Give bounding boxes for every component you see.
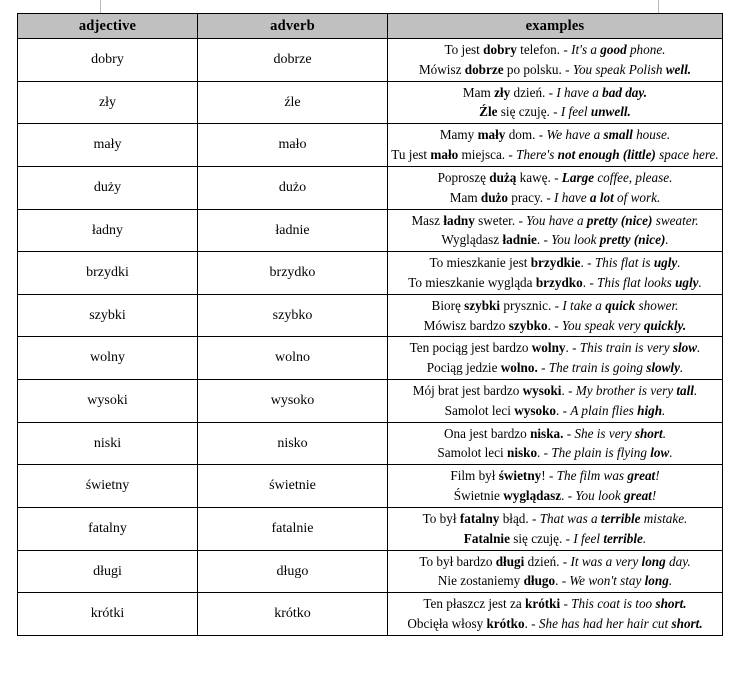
sep: - — [543, 189, 555, 205]
pl_post: telefon. — [516, 42, 561, 57]
cell-examples — [388, 252, 723, 295]
en_post: ! — [651, 488, 657, 504]
pl_pre: Ten płaszcz jest za — [423, 596, 525, 612]
en_pre: My brother is very — [575, 383, 677, 398]
cell-examples — [388, 337, 723, 380]
example-sentence — [388, 530, 722, 548]
pl_pre: Pociąg jedzie — [426, 360, 501, 376]
pl_pre: Tu jest — [391, 147, 431, 163]
pl_bold: krótki — [525, 596, 561, 612]
en_bold: a lot — [589, 189, 614, 205]
pl_pre: Mam — [462, 84, 495, 100]
sep: - — [535, 127, 547, 143]
example-sentence — [388, 402, 722, 420]
en_bold: slow — [672, 340, 698, 356]
pl_post: . — [547, 317, 551, 333]
en_post: shower. — [635, 297, 679, 313]
pl_pre: To jest — [444, 42, 484, 57]
example-sentence — [388, 444, 722, 462]
en_bold: pretty (nice) — [586, 212, 653, 228]
pl_bold: brzydko — [535, 274, 583, 290]
pl_pre: Samolot leci — [437, 445, 507, 461]
cell-examples — [388, 593, 723, 636]
table-row — [18, 39, 723, 82]
en_bold: bad day. — [602, 84, 648, 100]
column-header-adverb: adverb — [198, 14, 388, 39]
page-guide-left — [100, 0, 101, 13]
example-sentence — [388, 231, 722, 249]
en_pre: That was a — [539, 510, 601, 526]
en_bold: Large — [561, 169, 595, 185]
example-sentence — [388, 487, 722, 505]
pl_bold: dobrze — [464, 61, 504, 77]
en_post: . — [693, 383, 698, 398]
cell-adverb: dobrze — [198, 39, 388, 82]
cell-adverb: ładnie — [198, 209, 388, 252]
pl_bold: wysoko — [514, 402, 557, 418]
pl_pre: Mówisz — [418, 61, 465, 77]
pl_pre: Obcięła włosy — [407, 615, 487, 631]
sep: - — [564, 488, 576, 504]
en_post: . — [679, 360, 684, 376]
table-header — [18, 14, 723, 39]
cell-examples — [388, 550, 723, 593]
example-sentence — [388, 595, 722, 613]
cell-adverb: brzydko — [198, 252, 388, 295]
example-sentence — [388, 382, 722, 400]
sep: - — [568, 340, 580, 356]
example-sentence — [388, 61, 722, 79]
cell-examples — [388, 166, 723, 209]
cell-adjective: ładny — [18, 209, 198, 252]
pl_bold: wyglądasz — [503, 488, 562, 504]
pl_bold: ładny — [443, 212, 475, 228]
sep: - — [559, 553, 571, 569]
en_pre: She has had her hair cut — [538, 615, 672, 631]
en_post: . — [668, 573, 673, 589]
pl_bold: wysoki — [522, 383, 562, 398]
page-guide-right — [658, 0, 659, 13]
pl_bold: długi — [495, 553, 525, 569]
example-sentence — [388, 553, 722, 571]
cell-examples — [388, 124, 723, 167]
pl_bold: świetny — [498, 468, 542, 484]
sep: - — [551, 297, 563, 313]
sep: - — [583, 255, 595, 271]
en_pre: You look — [551, 232, 600, 248]
pl_post: dom. — [505, 127, 536, 143]
pl_bold: dużo — [480, 189, 508, 205]
pl_post: . — [536, 232, 541, 248]
pl_bold: dobry — [483, 42, 517, 57]
en_post: sweater. — [652, 212, 699, 228]
en_pre: The train is going — [548, 360, 647, 376]
sep: - — [550, 317, 562, 333]
cell-adverb: długo — [198, 550, 388, 593]
pl_bold: niska. — [530, 425, 564, 441]
en_bold: long — [641, 553, 666, 569]
table-row — [18, 209, 723, 252]
sep: - — [558, 573, 570, 589]
sep: - — [550, 169, 562, 185]
pl_post: . — [556, 402, 560, 418]
en_bold: terrible — [600, 510, 641, 526]
pl_bold: krótko — [486, 615, 525, 631]
table-row — [18, 422, 723, 465]
pl_pre: To był bardzo — [419, 553, 496, 569]
en_pre: It was a very — [570, 553, 642, 569]
pl_post: się czuję. — [509, 530, 563, 546]
cell-adjective: świetny — [18, 465, 198, 508]
pl_bold: brzydkie — [530, 255, 581, 271]
cell-adjective: fatalny — [18, 507, 198, 550]
en_bold: unwell. — [590, 104, 631, 120]
pl_bold: fatalny — [459, 510, 500, 526]
en_pre: We won't stay — [569, 573, 645, 589]
example-sentence — [388, 41, 722, 59]
en_post: . — [677, 255, 681, 271]
pl_post: kawę. — [516, 169, 551, 185]
example-sentence — [388, 297, 722, 315]
pl_post: . — [565, 340, 569, 356]
pl_bold: zły — [494, 84, 511, 100]
sep: - — [560, 42, 572, 57]
cell-examples — [388, 294, 723, 337]
sep: - — [545, 468, 557, 484]
en_pre: We have a — [546, 127, 604, 143]
pl_post: . — [561, 488, 565, 504]
cell-adjective: krótki — [18, 593, 198, 636]
pl_post: prysznic. — [500, 297, 552, 313]
column-header-adjective: adjective — [18, 14, 198, 39]
en_post: . — [698, 274, 702, 290]
cell-adjective: duży — [18, 166, 198, 209]
pl_bold: szybki — [464, 297, 501, 313]
sep: - — [540, 445, 552, 461]
en_post: house. — [632, 127, 671, 143]
example-sentence — [388, 510, 722, 528]
example-sentence — [388, 212, 722, 230]
cell-adjective: dobry — [18, 39, 198, 82]
cell-examples — [388, 507, 723, 550]
cell-examples — [388, 39, 723, 82]
en_pre: I feel — [560, 104, 591, 120]
sep: - — [527, 615, 539, 631]
pl_pre: Mam — [449, 189, 481, 205]
table-body — [18, 39, 723, 636]
en_pre: This coat is too — [571, 596, 656, 612]
pl_bold: wolno. — [500, 360, 538, 376]
example-sentence — [388, 103, 722, 121]
pl_pre: Ten pociąg jest bardzo — [409, 340, 532, 356]
cell-adverb: mało — [198, 124, 388, 167]
example-sentence — [388, 126, 722, 144]
en_pre: There's — [516, 147, 558, 163]
en_post: phone. — [626, 42, 666, 57]
en_bold: tall — [676, 383, 694, 398]
sep: - — [540, 232, 552, 248]
pl_bold: mały — [477, 127, 506, 143]
cell-examples — [388, 380, 723, 423]
pl_pre: Samolot leci — [444, 402, 515, 418]
en_pre: I have — [554, 189, 590, 205]
sep: - — [564, 383, 576, 398]
pl_bold: dużą — [489, 169, 517, 185]
en_bold: short. — [671, 615, 703, 631]
table-row — [18, 81, 723, 124]
en_bold: slowly — [646, 360, 680, 376]
pl_bold: ładnie — [502, 232, 537, 248]
en_bold: high — [637, 402, 663, 418]
cell-adjective: niski — [18, 422, 198, 465]
en_pre: This flat is — [594, 255, 654, 271]
en_bold: quick — [605, 297, 636, 313]
table-row — [18, 294, 723, 337]
table-row — [18, 124, 723, 167]
en_pre: You have a — [526, 212, 587, 228]
sep: - — [562, 530, 574, 546]
table-row — [18, 593, 723, 636]
sep: - — [563, 425, 575, 441]
en_bold: good — [600, 42, 627, 57]
sep: - — [515, 212, 527, 228]
sep: - — [561, 61, 573, 77]
en_pre: This train is very — [579, 340, 673, 356]
cell-adverb: źle — [198, 81, 388, 124]
pl_pre: Nie zostaniemy — [437, 573, 524, 589]
en_bold: pretty (nice) — [599, 232, 666, 248]
en_pre: The film was — [556, 468, 628, 484]
cell-adjective: wolny — [18, 337, 198, 380]
cell-adverb: dużo — [198, 166, 388, 209]
sep: - — [549, 104, 561, 120]
example-sentence — [388, 425, 722, 443]
table-row — [18, 465, 723, 508]
cell-adverb: świetnie — [198, 465, 388, 508]
en_pre: A plain flies — [570, 402, 638, 418]
cell-adjective: długi — [18, 550, 198, 593]
example-sentence — [388, 467, 722, 485]
pl_pre: Biorę — [431, 297, 465, 313]
cell-examples — [388, 422, 723, 465]
cell-examples — [388, 81, 723, 124]
en_post: . — [669, 445, 673, 461]
sep: - — [586, 274, 598, 290]
cell-adverb: wolno — [198, 337, 388, 380]
en_bold: short — [634, 425, 663, 441]
cell-adverb: krótko — [198, 593, 388, 636]
cell-adverb: wysoko — [198, 380, 388, 423]
cell-adjective: zły — [18, 81, 198, 124]
en_post: day. — [665, 553, 691, 569]
en_bold: terrible — [603, 530, 643, 546]
pl_post: ! — [541, 468, 546, 484]
en_pre: I feel — [573, 530, 604, 546]
pl_bold: mało — [430, 147, 459, 163]
en_bold: ugly — [675, 274, 699, 290]
example-sentence — [388, 615, 722, 633]
cell-adjective: brzydki — [18, 252, 198, 295]
pl_pre: Wyglądasz — [441, 232, 503, 248]
pl_post: . — [561, 383, 565, 398]
pl_post: dzień. — [524, 553, 560, 569]
pl_post: . — [537, 445, 541, 461]
en_post: . — [642, 530, 647, 546]
en_bold: great — [627, 468, 656, 484]
en_bold: well. — [665, 61, 692, 77]
en_pre: You look — [575, 488, 624, 504]
pl_post: po polsku. — [503, 61, 562, 77]
pl_post: pracy. — [508, 189, 544, 205]
en_pre: The plain is flying — [551, 445, 651, 461]
cell-adjective: szybki — [18, 294, 198, 337]
en_post: space here. — [655, 147, 719, 163]
sep: - — [559, 402, 571, 418]
pl_pre: To był — [422, 510, 460, 526]
en_post: coffee, please. — [594, 169, 673, 185]
en_pre: It's a — [571, 42, 601, 57]
pl_post: sweter. — [474, 212, 516, 228]
example-sentence — [388, 254, 722, 272]
example-sentence — [388, 189, 722, 207]
example-sentence — [388, 169, 722, 187]
en_bold: low — [650, 445, 670, 461]
en_post: . — [662, 402, 666, 418]
example-sentence — [388, 359, 722, 377]
example-sentence — [388, 572, 722, 590]
pl_bold: Źle — [479, 104, 498, 120]
en_bold: not enough (little) — [557, 147, 656, 163]
pl_post: . — [524, 615, 528, 631]
pl_pre: To mieszkanie wygląda — [408, 274, 536, 290]
pl_bold: nisko — [506, 445, 538, 461]
column-header-examples: examples — [388, 14, 723, 39]
table-row — [18, 550, 723, 593]
cell-adjective: mały — [18, 124, 198, 167]
sep: - — [537, 360, 549, 376]
table-row — [18, 337, 723, 380]
en_post: mistake. — [640, 510, 688, 526]
example-sentence — [388, 274, 722, 292]
pl_post: miejsca. — [458, 147, 506, 163]
en_bold: ugly — [653, 255, 678, 271]
pl_post: błąd. — [499, 510, 529, 526]
example-sentence — [388, 317, 722, 335]
en_post: ! — [655, 468, 660, 484]
pl_bold: długo — [523, 573, 556, 589]
pl_post: . — [580, 255, 584, 271]
en_post: . — [665, 232, 669, 248]
pl_post: . — [555, 573, 559, 589]
pl_post: dzień. — [510, 84, 546, 100]
example-sentence — [388, 84, 722, 102]
en_bold: short. — [655, 596, 687, 612]
en_bold: long — [644, 573, 669, 589]
en_post: . — [697, 340, 701, 356]
pl_pre: Ona jest bardzo — [444, 425, 531, 441]
sep: - — [560, 596, 572, 612]
pl_pre: To mieszkanie jest — [429, 255, 531, 271]
pl_pre: Mój brat jest bardzo — [412, 383, 523, 398]
adjective-adverb-table — [17, 13, 723, 636]
pl_pre: Film był — [450, 468, 499, 484]
table-row — [18, 507, 723, 550]
cell-adverb: nisko — [198, 422, 388, 465]
cell-examples — [388, 209, 723, 252]
example-sentence — [388, 146, 722, 164]
pl_pre: Poproszę — [437, 169, 490, 185]
en_pre: I take a — [562, 297, 606, 313]
pl_pre: Mówisz bardzo — [423, 317, 509, 333]
cell-adjective: wysoki — [18, 380, 198, 423]
pl_bold: wolny — [531, 340, 566, 356]
pl_post: się czuję. — [497, 104, 550, 120]
example-sentence — [388, 339, 722, 357]
table-row — [18, 166, 723, 209]
en_bold: small — [603, 127, 633, 143]
en_pre: You speak Polish — [572, 61, 666, 77]
pl_post: . — [582, 274, 587, 290]
en_pre: This flat looks — [597, 274, 676, 290]
table-row — [18, 252, 723, 295]
cell-examples — [388, 465, 723, 508]
en_post: . — [662, 425, 666, 441]
en_bold: quickly. — [643, 317, 687, 333]
en_bold: great — [624, 488, 652, 504]
cell-adverb: fatalnie — [198, 507, 388, 550]
en_pre: I have a — [556, 84, 603, 100]
cell-adverb: szybko — [198, 294, 388, 337]
table-row — [18, 380, 723, 423]
en_post: of work. — [613, 189, 661, 205]
pl_pre: Masz — [411, 212, 444, 228]
table-header-row — [18, 14, 723, 39]
en_pre: She is very — [574, 425, 635, 441]
pl_pre: Mamy — [439, 127, 478, 143]
pl_bold: Fatalnie — [463, 530, 510, 546]
pl_pre: Świetnie — [453, 488, 504, 504]
sep: - — [505, 147, 517, 163]
sep: - — [545, 84, 557, 100]
en_pre: You speak very — [561, 317, 644, 333]
adjective-adverb-table-container — [17, 13, 722, 636]
sep: - — [528, 510, 540, 526]
pl_bold: szybko — [508, 317, 548, 333]
